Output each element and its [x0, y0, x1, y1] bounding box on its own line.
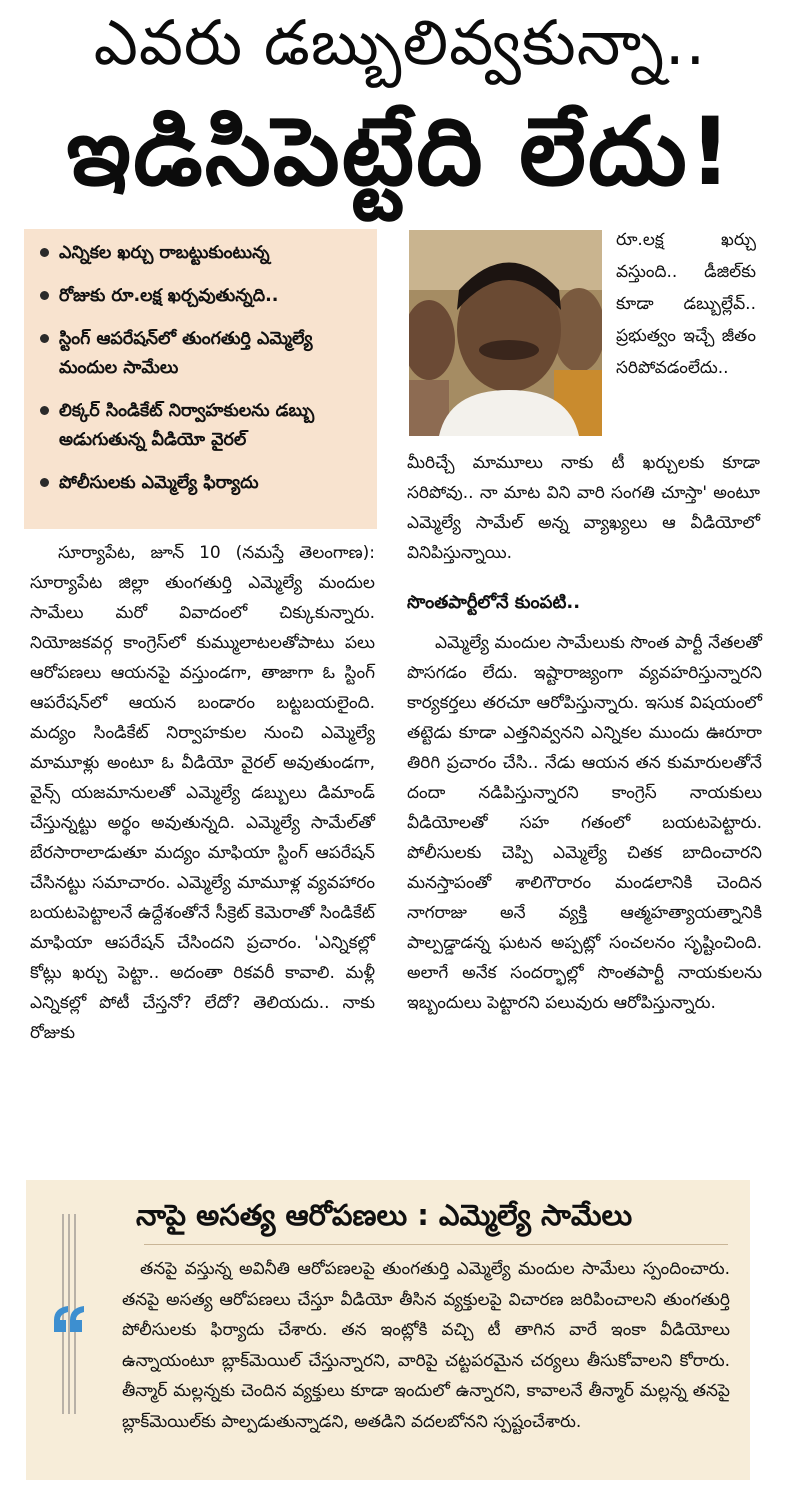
box-paragraph: తనపై వస్తున్న అవినీతి ఆరోపణలపై తుంగతుర్తి ఎమ్మెల్యే మందుల సామేలు స్పందించారు. తనపై అసత్య ఆరోపణలు చేస్తూ వీడియో తీసిన వ్యక్తులపై విచారణ జరిపించాలని తుంగతుర్తి పోలీసులకు ఫిర్యాదు చేశారు. తన ఇంట్లోకి వచ్చి టీ తాగిన వారే ఇంకా వీడియోలు ఉన్నాయంటూ బ్లాక్‌మెయిల్ చేస్తున్నారని, వారిపై చట్టపరమైన చర్యలు తీసుకోవాలని కోరారు. తీన్మార్ మల్లన్నకు చెందిన వ్యక్తులు కూడా ఇందులో ఉన్నారని, కావాలనే తీన్మార్ మల్లన్న తనపై బ్లాక్‌మెయిల్‌కు పాల్పడుతున్నాడని, అతడిని వదలబోనని స్పష్టంచేశారు. [122, 1259, 730, 1432]
highlight-item: పోలీసులకు ఎమ్మెల్యే ఫిర్యాదు [38, 469, 365, 498]
highlights-box [24, 229, 377, 529]
person-photo-illustration [409, 230, 602, 436]
mla-response-box [26, 1180, 750, 1480]
article-beside-photo: రూ.లక్ష ఖర్చు వస్తుంది.. డీజిల్‌కు కూడా డబ్బుల్లేవ్.. ప్రభుత్వం ఇచ్చే జీతం సరిపోవడంలేదు.. [616, 230, 756, 378]
bullet-icon [40, 291, 49, 300]
highlight-item: స్టింగ్ ఆపరేషన్‌లో తుంగతుర్తి ఎమ్మెల్యే మందుల సామేలు [38, 325, 365, 383]
bullet-icon [40, 478, 49, 487]
highlight-item: ఎన్నికల ఖర్చు రాబట్టుకుంటున్న [38, 239, 365, 268]
divider [144, 1244, 728, 1245]
highlight-item: రోజుకు రూ.లక్ష ఖర్చవుతున్నది.. [38, 282, 365, 311]
article-left-column [30, 538, 375, 1048]
quote-icon [50, 1304, 86, 1334]
highlight-item: లిక్కర్ సిండికేట్ నిర్వాహకులను డబ్బు అడుగుతున్న వీడియో వైరల్ [38, 397, 365, 455]
article-right-continuation [407, 448, 760, 568]
bullet-icon [40, 248, 49, 257]
article-paragraph: సూర్యాపేట, జూన్ 10 (నమస్తే తెలంగాణ): సూర్యాపేట జిల్లా తుంగతుర్తి ఎమ్మెల్యే మందుల సామేలు మరో వివాదంలో చిక్కుకున్నారు. నియోజకవర్గ కాంగ్రెస్‌లో కుమ్ములాటలతోపాటు పలు ఆరోపణలు ఆయనపై వస్తుండగా, తాజాగా ఓ స్టింగ్ ఆపరేషన్‌లో ఆయన బండారం బట్టబయలైంది. మద్యం సిండికేట్ నిర్వాహకుల నుంచి ఎమ్మెల్యే మామూళ్లు అంటూ ఓ వీడియో వైరల్ అవుతుండగా, వైన్స్ యజమానులతో ఎమ్మెల్యే డబ్బులు డిమాండ్ చేస్తున్నట్టు అర్థం అవుతున్నది. ఎమ్మెల్యే సామేల్‌తో బేరసారాలాడుతూ మద్యం మాఫియా స్టింగ్ ఆపరేషన్ చేసినట్టు సమాచారం. ఎమ్మెల్యే మామూళ్ల వ్యవహారం బయటపెట్టాలనే ఉద్దేశంతోనే సీక్రెట్ కెమెరాతో సిండికేట్ మాఫియా ఆపరేషన్ చేసిందని ప్రచారం. 'ఎన్నికల్లో కోట్లు ఖర్చు పెట్టా.. అదంతా రికవరీ కావాలి. మళ్లీ ఎన్నికల్లో పోటీ చేస్తనో? లేదో? తెలియదు.. నాకు రోజుకు [30, 543, 375, 1043]
section-subheading: సొంతపార్టీలోనే కుంపటి.. [407, 592, 581, 613]
bullet-icon [40, 406, 49, 415]
box-text [122, 1254, 730, 1437]
article-right-column [407, 628, 762, 1018]
box-title: నాపై అసత్య ఆరోపణలు : ఎమ్మెల్యే సామేలు [136, 1198, 633, 1232]
mla-photo [409, 230, 602, 436]
headline-line2: ఇడిసిపెట్టేది లేదు! [66, 98, 734, 207]
article-paragraph: మీరిచ్చే మామూలు నాకు టీ ఖర్చులకు కూడా సరిపోవు.. నా మాట విని వారి సంగతి చూస్తా' అంటూ ఎమ్మెల్యే సామేల్ అన్న వ్యాఖ్యలు ఆ వీడియోలో వినిపిస్తున్నాయి. [407, 453, 760, 563]
article-paragraph: ఎమ్మెల్యే మందుల సామేలుకు సొంత పార్టీ నేతలతో పొసగడం లేదు. ఇష్టారాజ్యంగా వ్యవహరిస్తున్నారని కార్యకర్తలు తరచూ ఆరోపిస్తున్నారు. ఇసుక విషయంలో తట్టెడు కూడా ఎత్తనివ్వనని ఎన్నికల ముందు ఊరూరా తిరిగి ప్రచారం చేసి.. నేడు ఆయన తన కుమారులతోనే దందా నడిపిస్తున్నారని కాంగ్రెస్ నాయకులు వీడియోలతో సహ గతంలో బయటపెట్టారు. పోలీసులకు చెప్పి ఎమ్మెల్యే చితక బాదించారని మనస్తాపంతో శాలిగౌరారం మండలానికి చెందిన నాగరాజు అనే వ్యక్తి ఆత్మహత్యాయత్నానికి పాల్పడ్డాడన్న ఘటన అప్పట్లో సంచలనం సృష్టించింది. అలాగే అనేక సందర్భాల్లో సొంతపార్టీ నాయకులను ఇబ్బందులు పెట్టారని పలువురు ఆరోపిస్తున్నారు. [407, 633, 762, 1013]
headline-line1: ఎవరు డబ్బులివ్వకున్నా.. [93, 6, 707, 79]
bullet-icon [40, 334, 49, 343]
